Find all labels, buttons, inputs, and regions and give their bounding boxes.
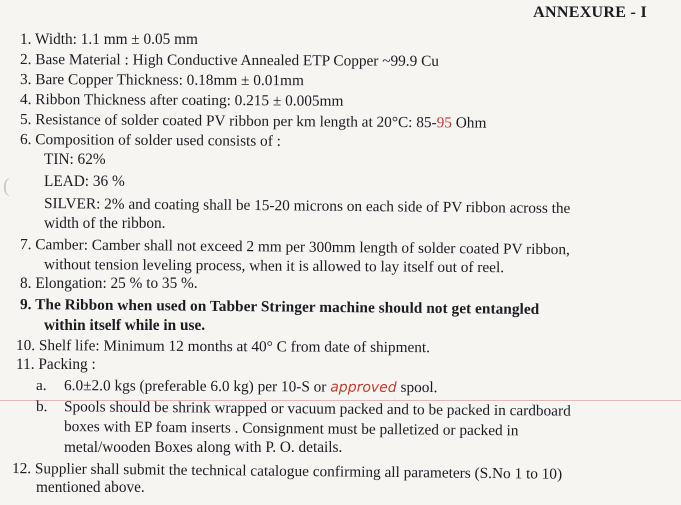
item-text: Ribbon Thickness after coating: 0.215 ± 0.005mm — [35, 91, 344, 110]
item-11b-cont-1: boxes with EP foam inserts . Consignment must be palletized or packed in — [63, 418, 519, 440]
item-number: 2. — [19, 51, 32, 69]
sub-item-label: a. — [35, 377, 47, 395]
item-11b-cont-2: metal/wooden Boxes along with P. O. details. — [64, 439, 343, 456]
item-text: The Ribbon when used on Tabber Stringer machine should not get entangled — [35, 296, 540, 318]
item-text-end: spool. — [396, 378, 438, 397]
item-text: Elongation: 25 % to 35 %. — [35, 275, 198, 292]
item-6 — [20, 131, 281, 150]
sub-item-label: b. — [35, 398, 48, 416]
item-text: Packing : — [38, 356, 96, 373]
item-11 — [16, 356, 96, 373]
item-5 — [20, 111, 487, 132]
item-12-cont: mentioned above. — [36, 479, 145, 496]
item-text: Bare Copper Thickness: 0.18mm ± 0.01mm — [35, 71, 304, 90]
item-number: 4. — [19, 91, 32, 109]
item-number: 3. — [19, 71, 32, 89]
solder-lead: LEAD: 36 % — [44, 173, 125, 190]
item-unit: Ohm — [451, 114, 487, 132]
scan-margin-mark: ( — [3, 175, 10, 197]
item-number: 9. — [19, 296, 32, 314]
item-text: Spools should be shrink wrapped or vacuum packed and to be packed in cardboard — [63, 398, 571, 420]
item-number: 12. — [11, 460, 32, 478]
item-text: Camber: Camber shall not exceed 2 mm per 300mm length of solder coated PV ribbon, — [35, 236, 570, 259]
item-text: Width: 1.1 mm ± 0.05 mm — [35, 31, 198, 48]
item-1 — [20, 31, 198, 48]
item-text: 6.0±2.0 kgs (preferable 6.0 kg) per 10-S or — [63, 377, 331, 396]
item-text: Resistance of solder coated PV ribbon per km length at 20°C: 85- — [35, 111, 437, 132]
item-text: Shelf life: Minimum 12 months at 40° C from date of shipment. — [38, 337, 431, 357]
item-9 — [20, 296, 539, 318]
item-text: Composition of solder used consists of : — [35, 131, 281, 150]
item-10 — [16, 337, 430, 356]
item-9-cont: within itself while in use. — [44, 317, 206, 334]
item-number: 6. — [19, 131, 32, 149]
item-number: 7. — [19, 236, 32, 254]
item-11a — [36, 377, 438, 397]
item-11b — [36, 398, 571, 420]
item-text: Supplier shall submit the technical catalogue confirming all parameters (S.No 1 to 10) — [34, 460, 563, 483]
item-8 — [20, 275, 198, 292]
item-number: 5. — [19, 111, 32, 129]
item-7-cont: without tension leveling process, when it is allowed to lay itself out of reel. — [43, 256, 505, 277]
highlighted-value: 95 — [436, 114, 453, 132]
annexure-title: ANNEXURE - I — [533, 4, 647, 21]
item-4 — [20, 91, 343, 110]
item-number: 8. — [20, 275, 32, 292]
item-number: 10. — [15, 337, 36, 355]
item-number: 11. — [16, 356, 35, 373]
handwritten-annotation: approved — [330, 379, 397, 396]
item-2 — [20, 51, 439, 70]
solder-silver-cont: width of the ribbon. — [44, 215, 166, 232]
item-7 — [20, 236, 570, 258]
item-number: 1. — [20, 31, 32, 48]
solder-silver: SILVER: 2% and coating shall be 15-20 microns on each side of PV ribbon across the — [43, 195, 571, 218]
item-text: Base Material : High Conductive Annealed ETP Copper ~99.9 Cu — [35, 51, 440, 70]
item-3 — [20, 71, 304, 89]
solder-tin: TIN: 62% — [44, 151, 106, 168]
